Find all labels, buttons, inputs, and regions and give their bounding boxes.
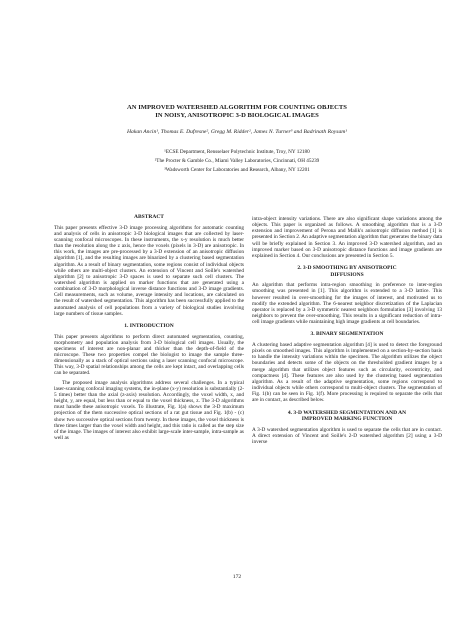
abstract-heading: ABSTRACT [134, 214, 164, 220]
introduction-paragraph-1: This paper presents algorithms to perform direct automated segmentation, counting, morphometry and population analysis from 3-D biological cell images. Usually, the specimens of interest are non-planar and thicker than the depth-of-field of the microscope. These two properties compel the biologist to image the sample three-dimensionally as a stack of optical sections using a laser scanning confocal microscope. This way, 3-D spatial relationships among the cells are kept intact, and overlapping cells can be separated. [54, 333, 244, 377]
section-4-heading-line-2: IMPROVED MARKING FUNCTION [301, 416, 393, 423]
introduction-paragraph-2: The proposed image analysis algorithms address several challenges. In a typical laser-scanning confocal imaging systems, the in-plane (x-y) resolution is substantially (2-5 times) better than the axial (z-axis) resolution. Accordingly, the voxel width, x, and height, y, are equal, but less than or equal to the voxel thickness, z. The 3-D algorithms must handle these anisotropic voxels. To illustrate, Fig. 1(a) shows the 3-D maximum projection of the them successive optical sections of a rat gut tissue and Fig. 1(b) - (c) show two successive optical sections from twenty. In these images, the voxel thickness is three times larger than the voxel width and height, and this ratio is called as the step size of the image. The images of interest also exhibit large-scale inter-sample, intra-sample as well as [54, 379, 244, 442]
right-column [252, 216, 442, 448]
section-2-text: An algorithm that performs intra-region smoothing in preference to inter-region smoothing was presented in [1]. This algorithm is extended to a 3-D lattice. This however resulted in over-smoothing for the images of interest, and motivated us to modify the extended algorithm. The 6-nearest neighbor discretization of the Laplacian operator is replaced by a 3-D symmetric nearest neighbors formulation [3] involving 13 neighbors to prevent the over-smoothing. This results in a significant reduction of intra-cell image gradients while maintaining high image gradients at cell boundaries. [252, 282, 442, 326]
section-2-heading-line-1: 2. 3-D SMOOTHING BY ANISOTROPIC [297, 265, 397, 272]
section-2-heading [252, 265, 442, 278]
introduction-heading: 1. INTRODUCTION [124, 322, 174, 329]
section-4-text: A 3-D watershed segmentation algorithm is used to separate the cells that are in contact. A direct extension of Vincent and Soille's 2-D watershed algorithm [2] using a 3-D inverse [252, 426, 442, 446]
title-line-2: IN NOISY, ANISOTROPIC 3-D BIOLOGICAL IMAGES [155, 112, 319, 120]
left-column [54, 208, 244, 444]
affiliation-3: ³Wadsworth Center for Laboratories and Research, Albany, NY 12201 [164, 167, 310, 173]
affiliation-2: ²The Procter & Gamble Co., Miami Valley Laboratories, Cincinnati, OH 45239 [154, 158, 320, 164]
section-4-heading [252, 410, 442, 423]
author-list: Hakan Ancin¹, Thomas E. Dufresne², Gregg M. Ridder², James N. Turner³ and Badrinath Roysam¹ [127, 129, 347, 135]
title-line-1: AN IMPROVED WATERSHED ALGORITHM FOR COUNTING OBJECTS [127, 104, 347, 111]
continuation-paragraph: intra-object intensity variations. There are also significant shape variations among the objects. This paper is organized as follows. A smoothing algorithm that is a 3-D extension and improvement of Perona and Malik's anisotropic diffusion method [1] is presented in Section 2. An adaptive segmentation algorithm that generates the binary data will be briefly explained in Section 3. An improved 3-D watershed algorithm, and an improved marker based on 3-D anisotropic distance functions and image gradients are explained in Section 4. Our conclusions are presented in Section 5. [252, 216, 442, 259]
section-2-heading-line-2: DIFFUSIONS [330, 271, 364, 278]
page-number: 172 [232, 574, 242, 580]
paper-title [40, 104, 434, 121]
section-3-heading: 3. BINARY SEGMENTATION [310, 331, 384, 338]
abstract-text: This paper presents effective 3-D image processing algorithms for automatic counting and analysis of cells in anisotropic 3-D biological images that are collected by laser-scanning confocal microscopes. In these instruments, the x-y resolution is much better than the resolution along the z axis, hence the voxels (pixels in 3-D) are anisotropic. In this work, the images are pre-processed by a 3-D extension of an anisotropic diffusion algorithm [1], and the resulting images are binarized by a clustering based segmentation algorithm. As a result of binary segmentation, some regions consist of individual objects while others are multi-object clusters. An extension of Vincent and Soille's watershed algorithm [2] to anisotropic 3-D spaces is used to separate such cell clusters. The watershed algorithm is applied on marker functions that are generated using a combination of 3-D morphological inverse distance functions and 3-D image gradients. Cell measurements, such as volume, average intensity and locations, are calculated on the result of watershed segmentation. This algorithm has been successfully applied to the automated analysis of cell populations from a variety of biological studies involving large numbers of tissue samples. [54, 224, 244, 317]
affiliation-1: ¹ECSE Department, Rensselaer Polytechnic Institute, Troy, NY 12180 [164, 149, 310, 155]
section-4-heading-line-1: 4. 3-D WATERSHED SEGMENTATION AND AN [287, 409, 407, 416]
section-3-text: A clustering based adaptive segmentation algorithm [4] is used to detect the foreground pixels on smoothed images. This algorithm is implemented on a section-by-section basis to handle the intensity variations within the specimen. The algorithm utilizes the object boundaries and detects some of the objects on the thresholded gradient images by a merge algorithm that utilizes object features such as circularity, eccentricity, and compactness [4]. These features are also used by the clustering based segmentation algorithm. As a result of the adaptive segmentation, some regions correspond to individual objects while others correspond to multi-object clusters. The segmentation of Fig. 1(b) can be seen in Fig. 1(f). More processing is required to separate the cells that are in contact, as described below. [252, 341, 442, 404]
